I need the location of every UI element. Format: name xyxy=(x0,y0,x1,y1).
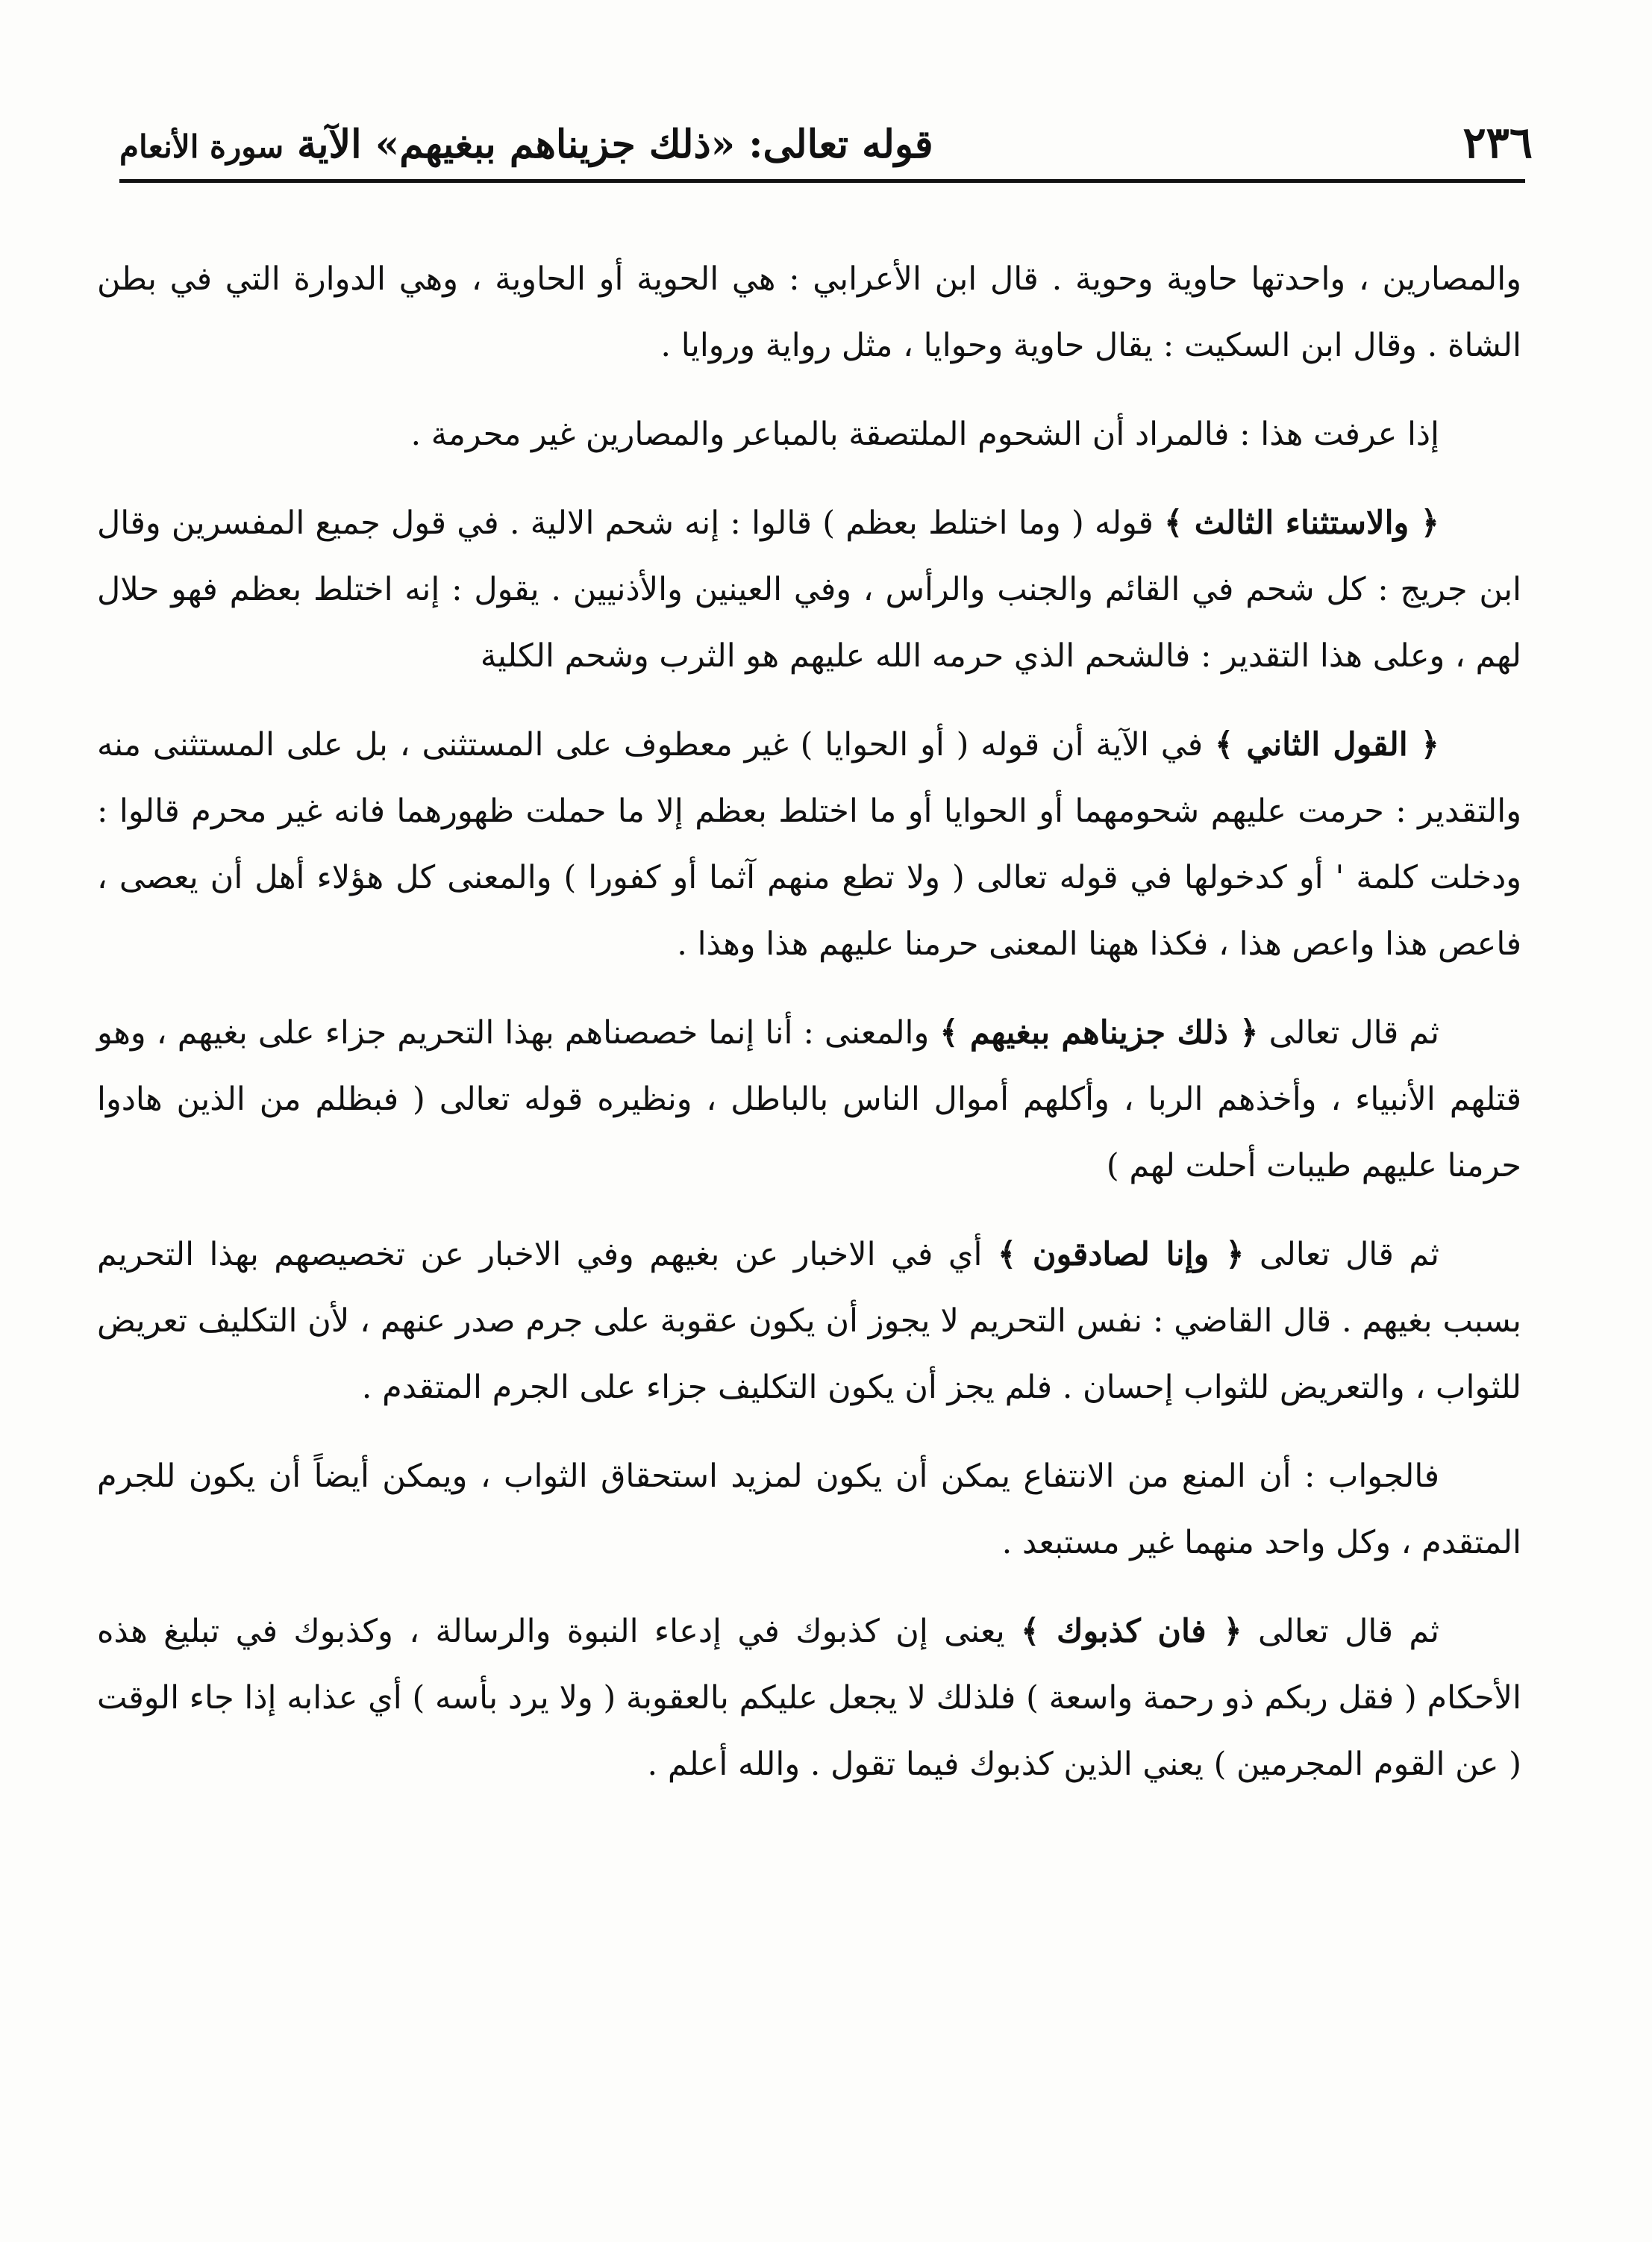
header-title xyxy=(119,123,933,172)
paragraph-text: ثم قال تعالى xyxy=(1244,1236,1440,1273)
lemma-heading: ﴿ والاستثناء الثالث ﴾ xyxy=(1164,505,1440,542)
paragraph xyxy=(97,1443,1521,1576)
lemma-heading: ﴿ وإنا لصادقون ﴾ xyxy=(997,1236,1245,1273)
paragraph xyxy=(97,246,1521,379)
running-header xyxy=(119,90,1533,172)
paragraph-text: يعنى إن كذبوك في إدعاء النبوة والرسالة ، وكذبوك في تبليغ هذه الأحكام ( فقل ربكم ذو رحمة واسعة ) فلذلك لا يجعل عليكم بالعقوبة ( ولا يرد بأسه ) أي عذابه إذا جاء الوقت ( عن القوم المجرمين ) يعني الذين كذبوك فيما تقول . والله أعلم . xyxy=(97,1613,1521,1783)
paragraph xyxy=(97,1222,1521,1421)
paragraph-text: فالجواب : أن المنع من الانتفاع يمكن أن يكون لمزيد استحقاق الثواب ، ويمكن أيضاً أن يكون للجرم المتقدم ، وكل واحد منهما غير مستبعد . xyxy=(97,1458,1521,1561)
paragraph xyxy=(97,1599,1521,1798)
lemma-heading: ﴿ فان كذبوك ﴾ xyxy=(1021,1613,1242,1650)
lemma-heading: ﴿ القول الثاني ﴾ xyxy=(1214,726,1439,764)
lemma-heading: ﴿ ذلك جزيناهم ببغيهم ﴾ xyxy=(939,1014,1259,1052)
paragraph-text: إذا عرفت هذا : فالمراد أن الشحوم الملتصقة بالمباعر والمصارين غير محرمة . xyxy=(410,416,1439,453)
paragraph-text: والمعنى : أنا إنما خصصناهم بهذا التحريم جزاء على بغيهم ، وهو قتلهم الأنبياء ، وأخذهم الربا ، وأكلهم أموال الناس بالباطل ، ونظيره قوله تعالى ( فبظلم من الذين هادوا حرمنا عليهم طيبات أحلت لهم ) xyxy=(97,1014,1521,1184)
paragraph-text: والمصارين ، واحدتها حاوية وحوية . قال ابن الأعرابي : هي الحوية أو الحاوية ، وهي الدوارة التي في بطن الشاة . وقال ابن السكيت : يقال حاوية وحوايا ، مثل رواية وروايا . xyxy=(97,260,1522,364)
header-rule xyxy=(119,179,1525,183)
body-text xyxy=(97,246,1521,1820)
paragraph xyxy=(97,490,1521,690)
header-surah-name: سورة الأنعام xyxy=(119,128,284,165)
header-verse-title: قوله تعالى: «ذلك جزيناهم ببغيهم» الآية xyxy=(297,121,933,167)
paragraph xyxy=(97,402,1521,468)
paragraph xyxy=(97,1000,1521,1199)
paragraph-text: ثم قال تعالى xyxy=(1242,1613,1440,1650)
paragraph-text: أي في الاخبار عن بغيهم وفي الاخبار عن تخصيصهم بهذا التحريم بسبب بغيهم . قال القاضي : نفس التحريم لا يجوز أن يكون عقوبة على جرم صدر عنهم ، لأن التكليف تعريض للثواب ، والتعريض للثواب إحسان . فلم يجز أن يكون التكليف جزاء على الجرم المتقدم . xyxy=(97,1236,1521,1406)
paragraph-text: قوله ( وما اختلط بعظم ) قالوا : إنه شحم الالية . في قول جميع المفسرين وقال ابن جريج : كل شحم في القائم والجنب والرأس ، وفي العينين والأذنيين . يقول : إنه اختلط بعظم فهو حلال لهم ، وعلى هذا التقدير : فالشحم الذي حرمه الله عليهم هو الثرب وشحم الكلية xyxy=(97,505,1521,675)
page-number: ٢٣٦ xyxy=(1462,117,1533,168)
paragraph-text: ثم قال تعالى xyxy=(1258,1014,1439,1052)
paragraph-text: في الآية أن قوله ( أو الحوايا ) غير معطوف على المستثنى ، بل على المستثنى منه والتقدير : حرمت عليهم شحومهما أو الحوايا أو ما اختلط بعظم إلا ما حملت ظهورهما فانه غير محرم قالوا : ودخلت كلمة ' أو كدخولها في قوله تعالى ( ولا تطع منهم آثما أو كفورا ) والمعنى كل هؤلاء أهل أن يعصى ، فاعص هذا واعص هذا ، فكذا ههنا المعنى حرمنا عليهم هذا وهذا . xyxy=(97,726,1521,963)
paragraph xyxy=(97,712,1521,978)
